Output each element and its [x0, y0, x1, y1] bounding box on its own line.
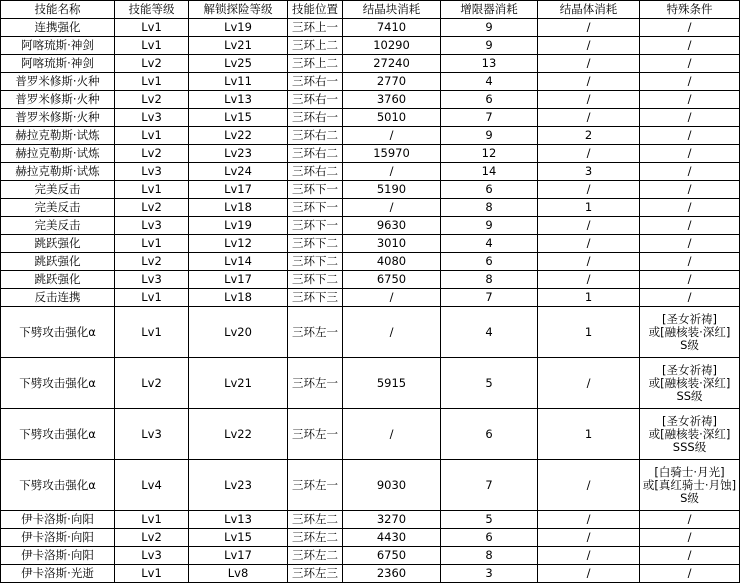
- cell-crystal-cost: /: [538, 529, 640, 547]
- cell-limiter-cost: 12: [441, 145, 538, 163]
- condition-line: /: [687, 38, 692, 52]
- cell-limiter-cost: 4: [441, 73, 538, 91]
- cell-skill-position: 三环右二: [288, 145, 343, 163]
- cell-block-cost: 5915: [343, 358, 441, 409]
- table-row: [1, 409, 740, 460]
- header-skill-position: 技能位置: [288, 1, 343, 19]
- cell-crystal-cost: /: [538, 253, 640, 271]
- cell-special-condition: [640, 511, 740, 529]
- cell-skill-level: Lv2: [115, 358, 189, 409]
- cell-limiter-cost: 8: [441, 271, 538, 289]
- condition-line: /: [687, 272, 692, 286]
- cell-limiter-cost: 6: [441, 181, 538, 199]
- cell-block-cost: 3760: [343, 91, 441, 109]
- condition-line: /: [687, 290, 692, 304]
- cell-skill-name: 下劈攻击强化α: [1, 358, 115, 409]
- cell-limiter-cost: 6: [441, 91, 538, 109]
- cell-skill-position: 三环上一: [288, 19, 343, 37]
- cell-special-condition: [640, 271, 740, 289]
- cell-crystal-cost: /: [538, 235, 640, 253]
- table-row: [1, 289, 740, 307]
- cell-limiter-cost: 3: [441, 565, 538, 583]
- cell-crystal-cost: 1: [538, 199, 640, 217]
- cell-skill-name: 赫拉克勒斯·试炼: [1, 145, 115, 163]
- cell-skill-level: Lv2: [115, 199, 189, 217]
- table-row: [1, 163, 740, 181]
- cell-special-condition: [640, 55, 740, 73]
- condition-line: S级: [680, 337, 699, 352]
- cell-crystal-cost: /: [538, 511, 640, 529]
- table-row: [1, 565, 740, 583]
- cell-unlock-level: Lv8: [189, 565, 288, 583]
- cell-skill-level: Lv1: [115, 307, 189, 358]
- cell-limiter-cost: 7: [441, 460, 538, 511]
- cell-skill-level: Lv3: [115, 409, 189, 460]
- cell-crystal-cost: 3: [538, 163, 640, 181]
- cell-limiter-cost: 6: [441, 253, 538, 271]
- condition-line: /: [687, 56, 692, 70]
- condition-line: [圣女祈祷]: [662, 362, 717, 377]
- cell-skill-position: 三环左三: [288, 565, 343, 583]
- condition-line: 或[融核装·深红]: [648, 324, 731, 339]
- cell-special-condition: [640, 235, 740, 253]
- cell-special-condition: [640, 460, 740, 511]
- table-row: [1, 91, 740, 109]
- cell-skill-level: Lv3: [115, 271, 189, 289]
- cell-limiter-cost: 7: [441, 289, 538, 307]
- cell-unlock-level: Lv21: [189, 358, 288, 409]
- condition-line: /: [687, 566, 692, 580]
- cell-skill-name: 完美反击: [1, 217, 115, 235]
- cell-skill-position: 三环左二: [288, 529, 343, 547]
- cell-special-condition: [640, 529, 740, 547]
- cell-unlock-level: Lv23: [189, 460, 288, 511]
- cell-crystal-cost: /: [538, 217, 640, 235]
- cell-block-cost: 5010: [343, 109, 441, 127]
- cell-crystal-cost: /: [538, 19, 640, 37]
- condition-line: /: [687, 218, 692, 232]
- cell-limiter-cost: 9: [441, 127, 538, 145]
- cell-unlock-level: Lv17: [189, 181, 288, 199]
- condition-line: /: [687, 146, 692, 160]
- condition-line: 或[融核装·深红]: [648, 375, 731, 390]
- cell-block-cost: 5190: [343, 181, 441, 199]
- cell-limiter-cost: 7: [441, 109, 538, 127]
- cell-skill-name: 下劈攻击强化α: [1, 307, 115, 358]
- cell-crystal-cost: 1: [538, 289, 640, 307]
- condition-line: /: [687, 512, 692, 526]
- header-crystal-cost: 结晶体消耗: [538, 1, 640, 19]
- cell-crystal-cost: /: [538, 145, 640, 163]
- cell-unlock-level: Lv21: [189, 37, 288, 55]
- table-row: [1, 547, 740, 565]
- cell-limiter-cost: 9: [441, 217, 538, 235]
- cell-skill-name: 伊卡洛斯·向阳: [1, 547, 115, 565]
- table-row: [1, 109, 740, 127]
- cell-block-cost: /: [343, 163, 441, 181]
- cell-unlock-level: Lv12: [189, 235, 288, 253]
- cell-crystal-cost: /: [538, 271, 640, 289]
- cell-unlock-level: Lv22: [189, 409, 288, 460]
- cell-special-condition: [640, 37, 740, 55]
- cell-skill-name: 赫拉克勒斯·试炼: [1, 163, 115, 181]
- cell-skill-level: Lv1: [115, 19, 189, 37]
- cell-crystal-cost: /: [538, 109, 640, 127]
- cell-crystal-cost: /: [538, 73, 640, 91]
- cell-limiter-cost: 5: [441, 358, 538, 409]
- cell-skill-level: Lv1: [115, 73, 189, 91]
- cell-block-cost: 2360: [343, 565, 441, 583]
- cell-special-condition: [640, 358, 740, 409]
- cell-crystal-cost: 1: [538, 409, 640, 460]
- cell-special-condition: [640, 199, 740, 217]
- cell-special-condition: [640, 163, 740, 181]
- condition-line: 或[真红骑士·月蚀]: [642, 477, 737, 492]
- condition-line: /: [687, 182, 692, 196]
- cell-skill-position: 三环下一: [288, 181, 343, 199]
- cell-special-condition: [640, 289, 740, 307]
- cell-special-condition: [640, 409, 740, 460]
- table-row: [1, 307, 740, 358]
- cell-skill-level: Lv3: [115, 217, 189, 235]
- cell-skill-position: 三环下二: [288, 235, 343, 253]
- table-row: [1, 127, 740, 145]
- table-row: [1, 253, 740, 271]
- cell-skill-level: Lv4: [115, 460, 189, 511]
- cell-block-cost: 3010: [343, 235, 441, 253]
- cell-limiter-cost: 4: [441, 235, 538, 253]
- cell-skill-position: 三环左二: [288, 511, 343, 529]
- cell-limiter-cost: 8: [441, 199, 538, 217]
- table-row: [1, 271, 740, 289]
- cell-unlock-level: Lv24: [189, 163, 288, 181]
- condition-line: /: [687, 548, 692, 562]
- cell-crystal-cost: 2: [538, 127, 640, 145]
- cell-unlock-level: Lv18: [189, 289, 288, 307]
- condition-line: [圣女祈祷]: [662, 413, 717, 428]
- cell-skill-name: 完美反击: [1, 199, 115, 217]
- cell-crystal-cost: /: [538, 91, 640, 109]
- cell-unlock-level: Lv14: [189, 253, 288, 271]
- cell-block-cost: /: [343, 409, 441, 460]
- table-row: [1, 511, 740, 529]
- cell-skill-position: 三环左一: [288, 358, 343, 409]
- cell-special-condition: [640, 109, 740, 127]
- cell-skill-position: 三环下二: [288, 271, 343, 289]
- cell-special-condition: [640, 19, 740, 37]
- cell-special-condition: [640, 181, 740, 199]
- cell-skill-name: 普罗米修斯·火种: [1, 109, 115, 127]
- table-row: [1, 217, 740, 235]
- cell-crystal-cost: /: [538, 565, 640, 583]
- cell-skill-position: 三环下三: [288, 289, 343, 307]
- cell-block-cost: 27240: [343, 55, 441, 73]
- cell-block-cost: /: [343, 289, 441, 307]
- cell-skill-position: 三环下一: [288, 199, 343, 217]
- cell-skill-position: 三环左一: [288, 307, 343, 358]
- cell-skill-level: Lv1: [115, 511, 189, 529]
- header-unlock-level: 解锁探险等级: [189, 1, 288, 19]
- condition-line: /: [687, 110, 692, 124]
- table-row: [1, 235, 740, 253]
- header-skill-level: 技能等级: [115, 1, 189, 19]
- condition-line: /: [687, 74, 692, 88]
- header-skill-name: 技能名称: [1, 1, 115, 19]
- cell-skill-level: Lv3: [115, 547, 189, 565]
- cell-block-cost: 7410: [343, 19, 441, 37]
- cell-block-cost: /: [343, 127, 441, 145]
- cell-skill-position: 三环左一: [288, 409, 343, 460]
- header-special-condition: 特殊条件: [640, 1, 740, 19]
- cell-unlock-level: Lv25: [189, 55, 288, 73]
- cell-special-condition: [640, 307, 740, 358]
- cell-unlock-level: Lv17: [189, 547, 288, 565]
- cell-unlock-level: Lv13: [189, 91, 288, 109]
- cell-skill-level: Lv1: [115, 235, 189, 253]
- table-row: [1, 73, 740, 91]
- cell-block-cost: 4430: [343, 529, 441, 547]
- cell-unlock-level: Lv19: [189, 19, 288, 37]
- header-row: [1, 1, 740, 19]
- table-row: [1, 460, 740, 511]
- cell-skill-position: 三环右一: [288, 73, 343, 91]
- cell-skill-name: 跳跃强化: [1, 253, 115, 271]
- cell-special-condition: [640, 547, 740, 565]
- table-row: [1, 19, 740, 37]
- cell-block-cost: /: [343, 307, 441, 358]
- table-row: [1, 358, 740, 409]
- cell-unlock-level: Lv20: [189, 307, 288, 358]
- cell-skill-name: 连携强化: [1, 19, 115, 37]
- condition-line: SS级: [676, 388, 703, 403]
- cell-unlock-level: Lv15: [189, 109, 288, 127]
- cell-block-cost: 3270: [343, 511, 441, 529]
- cell-special-condition: [640, 73, 740, 91]
- condition-line: /: [687, 128, 692, 142]
- cell-skill-level: Lv1: [115, 127, 189, 145]
- cell-block-cost: 2770: [343, 73, 441, 91]
- condition-line: [白骑士·月光]: [654, 464, 725, 479]
- cell-unlock-level: Lv18: [189, 199, 288, 217]
- cell-limiter-cost: 9: [441, 37, 538, 55]
- cell-skill-name: 下劈攻击强化α: [1, 460, 115, 511]
- cell-crystal-cost: 1: [538, 307, 640, 358]
- cell-unlock-level: Lv15: [189, 529, 288, 547]
- cell-skill-level: Lv2: [115, 55, 189, 73]
- condition-line: /: [687, 200, 692, 214]
- cell-limiter-cost: 4: [441, 307, 538, 358]
- cell-limiter-cost: 8: [441, 547, 538, 565]
- condition-line: /: [687, 530, 692, 544]
- cell-unlock-level: Lv13: [189, 511, 288, 529]
- cell-block-cost: 10290: [343, 37, 441, 55]
- cell-skill-name: 完美反击: [1, 181, 115, 199]
- cell-special-condition: [640, 145, 740, 163]
- cell-skill-position: 三环下二: [288, 253, 343, 271]
- condition-line: /: [687, 254, 692, 268]
- cell-limiter-cost: 14: [441, 163, 538, 181]
- table-row: [1, 37, 740, 55]
- cell-skill-name: 阿喀琉斯·神剑: [1, 37, 115, 55]
- cell-crystal-cost: /: [538, 547, 640, 565]
- cell-block-cost: 4080: [343, 253, 441, 271]
- cell-skill-level: Lv2: [115, 91, 189, 109]
- cell-crystal-cost: /: [538, 37, 640, 55]
- cell-skill-name: 普罗米修斯·火种: [1, 91, 115, 109]
- condition-line: S级: [680, 490, 699, 505]
- cell-unlock-level: Lv23: [189, 145, 288, 163]
- cell-crystal-cost: /: [538, 55, 640, 73]
- table-row: [1, 145, 740, 163]
- cell-limiter-cost: 9: [441, 19, 538, 37]
- table-row: [1, 199, 740, 217]
- cell-block-cost: 9630: [343, 217, 441, 235]
- cell-special-condition: [640, 253, 740, 271]
- cell-skill-level: Lv1: [115, 289, 189, 307]
- cell-limiter-cost: 5: [441, 511, 538, 529]
- cell-block-cost: /: [343, 199, 441, 217]
- header-block-cost: 结晶块消耗: [343, 1, 441, 19]
- cell-skill-name: 反击连携: [1, 289, 115, 307]
- table-row: [1, 55, 740, 73]
- cell-unlock-level: Lv17: [189, 271, 288, 289]
- cell-skill-name: 伊卡洛斯·向阳: [1, 511, 115, 529]
- cell-block-cost: 9030: [343, 460, 441, 511]
- cell-skill-name: 跳跃强化: [1, 235, 115, 253]
- cell-skill-name: 伊卡洛斯·向阳: [1, 529, 115, 547]
- table-row: [1, 181, 740, 199]
- cell-limiter-cost: 6: [441, 409, 538, 460]
- condition-line: 或[融核装·深红]: [648, 426, 731, 441]
- cell-skill-level: Lv1: [115, 181, 189, 199]
- cell-unlock-level: Lv11: [189, 73, 288, 91]
- cell-skill-level: Lv1: [115, 37, 189, 55]
- table-row: [1, 529, 740, 547]
- cell-skill-level: Lv3: [115, 163, 189, 181]
- cell-skill-position: 三环上二: [288, 55, 343, 73]
- cell-skill-position: 三环右二: [288, 163, 343, 181]
- cell-special-condition: [640, 127, 740, 145]
- cell-skill-name: 阿喀琉斯·神剑: [1, 55, 115, 73]
- cell-special-condition: [640, 217, 740, 235]
- cell-limiter-cost: 13: [441, 55, 538, 73]
- condition-line: [圣女祈祷]: [662, 311, 717, 326]
- cell-skill-level: Lv2: [115, 529, 189, 547]
- cell-skill-name: 伊卡洛斯·光逝: [1, 565, 115, 583]
- cell-limiter-cost: 6: [441, 529, 538, 547]
- cell-block-cost: 15970: [343, 145, 441, 163]
- cell-skill-level: Lv1: [115, 565, 189, 583]
- cell-skill-position: 三环右二: [288, 127, 343, 145]
- cell-skill-name: 普罗米修斯·火种: [1, 73, 115, 91]
- table-body: [1, 19, 740, 583]
- cell-special-condition: [640, 565, 740, 583]
- cell-unlock-level: Lv19: [189, 217, 288, 235]
- cell-skill-level: Lv2: [115, 253, 189, 271]
- cell-unlock-level: Lv22: [189, 127, 288, 145]
- cell-crystal-cost: /: [538, 460, 640, 511]
- cell-skill-position: 三环右一: [288, 91, 343, 109]
- cell-block-cost: 6750: [343, 271, 441, 289]
- condition-line: SSS级: [672, 439, 707, 454]
- cell-block-cost: 6750: [343, 547, 441, 565]
- cell-skill-level: Lv2: [115, 145, 189, 163]
- cell-skill-position: 三环上二: [288, 37, 343, 55]
- cell-skill-position: 三环左一: [288, 460, 343, 511]
- header-limiter-cost: 增限器消耗: [441, 1, 538, 19]
- cell-skill-position: 三环下一: [288, 217, 343, 235]
- cell-skill-position: 三环右一: [288, 109, 343, 127]
- condition-line: /: [687, 92, 692, 106]
- cell-skill-position: 三环左二: [288, 547, 343, 565]
- cell-special-condition: [640, 91, 740, 109]
- cell-skill-level: Lv3: [115, 109, 189, 127]
- condition-line: /: [687, 164, 692, 178]
- cell-skill-name: 跳跃强化: [1, 271, 115, 289]
- condition-line: /: [687, 20, 692, 34]
- condition-line: /: [687, 236, 692, 250]
- cell-skill-name: 下劈攻击强化α: [1, 409, 115, 460]
- cell-skill-name: 赫拉克勒斯·试炼: [1, 127, 115, 145]
- cell-crystal-cost: /: [538, 181, 640, 199]
- cell-crystal-cost: /: [538, 358, 640, 409]
